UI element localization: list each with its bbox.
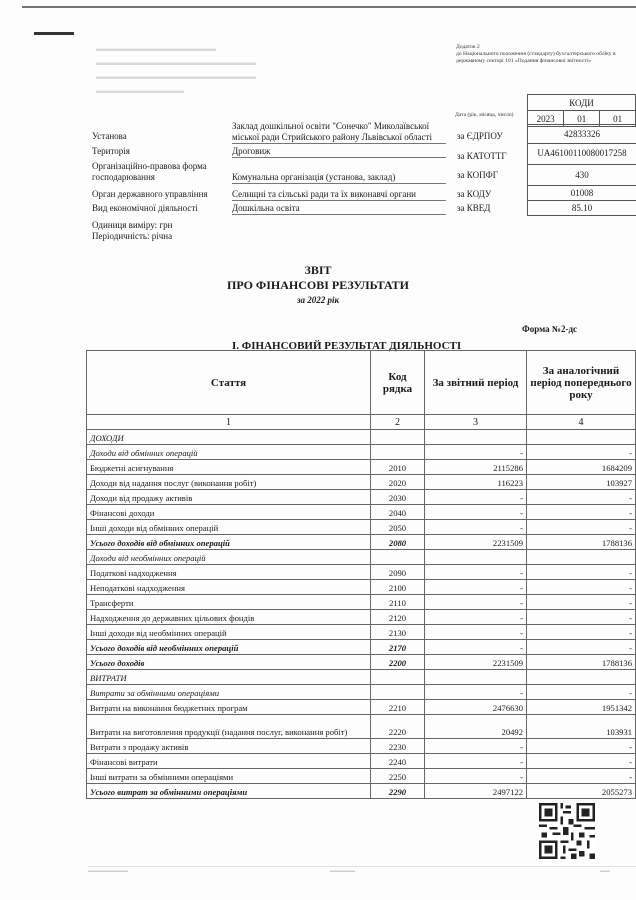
row-code: 2170 bbox=[371, 640, 425, 655]
row-code bbox=[371, 430, 425, 445]
row-previous: - bbox=[527, 685, 636, 700]
colnum-4: 4 bbox=[527, 415, 636, 430]
bleed-through-text: ▬▬▬▬▬▬▬▬▬▬▬▬▬▬▬▬▬▬▬▬ bbox=[96, 72, 256, 81]
row-code: 2130 bbox=[371, 625, 425, 640]
row-previous: 1788136 bbox=[527, 655, 636, 670]
row-label: Бюджетні асигнування bbox=[87, 460, 371, 475]
appendix-text: до Національного положення (стандарту) бухгалтерського обліку в державному секторі 101 «Подання фінансової звітності» bbox=[456, 51, 616, 64]
code-label-kved: за КВЕД bbox=[457, 203, 491, 213]
institution-value: Заклад дошкільної освіти "Сонечко" Миколаївської міської ради Стрийського району Львівської області bbox=[232, 121, 446, 144]
row-label: Фінансові витрати bbox=[87, 754, 371, 769]
row-current: - bbox=[425, 505, 527, 520]
row-previous: 103927 bbox=[527, 475, 636, 490]
row-current: 2231509 bbox=[425, 535, 527, 550]
section-title: I. ФІНАНСОВИЙ РЕЗУЛЬТАТ ДІЯЛЬНОСТІ bbox=[232, 340, 462, 352]
code-value-kved: 85.10 bbox=[527, 201, 636, 216]
row-code: 2020 bbox=[371, 475, 425, 490]
row-label: Витрати за обмінними операціями bbox=[87, 685, 371, 700]
row-code bbox=[371, 445, 425, 460]
table-row bbox=[87, 784, 636, 799]
row-previous: - bbox=[527, 610, 636, 625]
row-previous: - bbox=[527, 769, 636, 784]
row-current: - bbox=[425, 685, 527, 700]
footer-left-faint: ▬▬▬▬▬▬▬▬ bbox=[88, 869, 128, 874]
row-previous: 2055273 bbox=[527, 784, 636, 799]
table-row bbox=[87, 460, 636, 475]
table-row bbox=[87, 715, 636, 739]
table-row bbox=[87, 685, 636, 700]
table-row bbox=[87, 520, 636, 535]
row-current: - bbox=[425, 739, 527, 754]
row-code: 2010 bbox=[371, 460, 425, 475]
codes-header: КОДИ bbox=[528, 95, 636, 111]
row-label: Інші доходи від необмінних операцій bbox=[87, 625, 371, 640]
unit-label: Одиниця виміру: грн bbox=[92, 220, 173, 230]
bleed-through-text: ▬▬▬▬▬▬▬▬▬▬▬ bbox=[96, 86, 184, 95]
table-row bbox=[87, 595, 636, 610]
table-row bbox=[87, 670, 636, 685]
row-current: 2497122 bbox=[425, 784, 527, 799]
row-code: 2110 bbox=[371, 595, 425, 610]
row-code: 2040 bbox=[371, 505, 425, 520]
row-label: Усього доходів від обмінних операцій bbox=[87, 535, 371, 550]
footer-divider bbox=[88, 866, 636, 867]
qr-code-icon bbox=[539, 803, 595, 859]
code-value-katottg: UA46100110080017258 bbox=[527, 143, 636, 165]
header-code: Код рядка bbox=[371, 351, 425, 415]
row-label: Доходи від обмінних операцій bbox=[87, 445, 371, 460]
colnum-1: 1 bbox=[87, 415, 371, 430]
code-label-kopfg: за КОПФГ bbox=[457, 170, 498, 180]
row-label: Інші доходи від обмінних операцій bbox=[87, 520, 371, 535]
row-current bbox=[425, 550, 527, 565]
authority-label: Орган державного управління bbox=[92, 189, 208, 199]
row-previous: - bbox=[527, 520, 636, 535]
table-row bbox=[87, 490, 636, 505]
report-title-line1: ЗВІТ bbox=[304, 263, 332, 277]
row-code: 2240 bbox=[371, 754, 425, 769]
row-label: Трансферти bbox=[87, 595, 371, 610]
row-label: Неподаткові надходження bbox=[87, 580, 371, 595]
row-label: Витрати на виготовлення продукції (надання послуг, виконання робіт) bbox=[87, 715, 371, 739]
legal-form-value: Комунальна організація (установа, заклад) bbox=[232, 172, 446, 184]
institution-label: Установа bbox=[92, 131, 127, 141]
table-row bbox=[87, 430, 636, 445]
row-code: 2210 bbox=[371, 700, 425, 715]
row-current: - bbox=[425, 580, 527, 595]
table-row bbox=[87, 565, 636, 580]
codes-header-table bbox=[527, 94, 636, 127]
row-current bbox=[425, 430, 527, 445]
row-previous: - bbox=[527, 565, 636, 580]
colnum-2: 2 bbox=[371, 415, 425, 430]
row-label: ДОХОДИ bbox=[87, 430, 371, 445]
date-label: Дата (рік, місяць, число) bbox=[455, 112, 514, 118]
row-current: 116223 bbox=[425, 475, 527, 490]
row-previous: 1788136 bbox=[527, 535, 636, 550]
header-current: За звітний період bbox=[425, 351, 527, 415]
row-code bbox=[371, 685, 425, 700]
scan-mark bbox=[34, 32, 74, 35]
row-current: 2231509 bbox=[425, 655, 527, 670]
date-day: 01 bbox=[600, 111, 636, 127]
row-label: Доходи від продажу активів bbox=[87, 490, 371, 505]
appendix-note bbox=[456, 44, 636, 65]
row-previous: - bbox=[527, 595, 636, 610]
row-label: Доходи від надання послуг (виконання робіт) bbox=[87, 475, 371, 490]
authority-value: Селищні та сільські ради та їх виконавчі органи bbox=[232, 189, 446, 201]
row-label: Надходження до державних цільових фондів bbox=[87, 610, 371, 625]
row-current: - bbox=[425, 625, 527, 640]
scan-edge-line bbox=[22, 6, 636, 8]
row-label: Витрати з продажу активів bbox=[87, 739, 371, 754]
row-previous: 1684209 bbox=[527, 460, 636, 475]
table-row bbox=[87, 505, 636, 520]
row-current: - bbox=[425, 754, 527, 769]
financial-results-table bbox=[86, 350, 636, 799]
row-previous bbox=[527, 430, 636, 445]
row-code: 2090 bbox=[371, 565, 425, 580]
table-row bbox=[87, 700, 636, 715]
row-label: Інші витрати за обмінними операціями bbox=[87, 769, 371, 784]
territory-label: Територія bbox=[92, 146, 130, 156]
row-code: 2030 bbox=[371, 490, 425, 505]
table-row bbox=[87, 580, 636, 595]
row-code: 2050 bbox=[371, 520, 425, 535]
form-number: Форма №2-дс bbox=[522, 324, 578, 334]
bleed-through-text: ▬▬▬▬▬▬▬▬▬▬▬▬▬▬▬▬▬▬▬▬ bbox=[96, 58, 256, 67]
row-current: - bbox=[425, 565, 527, 580]
row-previous: - bbox=[527, 625, 636, 640]
legal-form-label: Організаційно-правова форма господарювання bbox=[92, 161, 207, 182]
row-current: - bbox=[425, 490, 527, 505]
table-row bbox=[87, 445, 636, 460]
row-previous: - bbox=[527, 490, 636, 505]
territory-value: Дроговиж bbox=[232, 146, 446, 158]
code-value-kodu: 01008 bbox=[527, 186, 636, 201]
table-row bbox=[87, 769, 636, 784]
row-previous: - bbox=[527, 580, 636, 595]
row-current: - bbox=[425, 769, 527, 784]
row-code: 2230 bbox=[371, 739, 425, 754]
appendix-title: Додаток 2 bbox=[456, 44, 480, 50]
table-row bbox=[87, 640, 636, 655]
row-code bbox=[371, 550, 425, 565]
row-current: - bbox=[425, 520, 527, 535]
row-current: 2476630 bbox=[425, 700, 527, 715]
row-previous: - bbox=[527, 640, 636, 655]
row-code: 2290 bbox=[371, 784, 425, 799]
activity-value: Дошкільна освіта bbox=[232, 203, 446, 215]
code-label-kodu: за КОДУ bbox=[457, 189, 492, 199]
date-month: 01 bbox=[564, 111, 600, 127]
row-current: 20492 bbox=[425, 715, 527, 739]
report-period: за 2022 рік bbox=[296, 295, 340, 305]
table-row bbox=[87, 535, 636, 550]
row-label: Податкові надходження bbox=[87, 565, 371, 580]
row-label: ВИТРАТИ bbox=[87, 670, 371, 685]
table-row bbox=[87, 610, 636, 625]
bleed-through-text: ▬▬▬▬▬▬▬▬▬▬▬▬▬▬▬ bbox=[96, 44, 216, 53]
row-label: Усього доходів від необмінних операцій bbox=[87, 640, 371, 655]
row-previous bbox=[527, 550, 636, 565]
colnum-3: 3 bbox=[425, 415, 527, 430]
table-row bbox=[87, 550, 636, 565]
table-row bbox=[87, 475, 636, 490]
row-previous: - bbox=[527, 739, 636, 754]
row-previous: - bbox=[527, 754, 636, 769]
row-label: Витрати на виконання бюджетних програм bbox=[87, 700, 371, 715]
row-current: - bbox=[425, 610, 527, 625]
row-current: - bbox=[425, 445, 527, 460]
header-article: Стаття bbox=[87, 351, 371, 415]
row-code: 2220 bbox=[371, 715, 425, 739]
date-year: 2023 bbox=[528, 111, 564, 127]
row-label: Усього витрат за обмінними операціями bbox=[87, 784, 371, 799]
code-label-katottg: за КАТОТТГ bbox=[457, 151, 507, 161]
activity-label: Вид економічної діяльності bbox=[92, 203, 198, 213]
row-previous bbox=[527, 670, 636, 685]
row-current bbox=[425, 670, 527, 685]
periodicity-label: Періодичність: річна bbox=[92, 231, 173, 241]
row-code: 2080 bbox=[371, 535, 425, 550]
row-previous: - bbox=[527, 505, 636, 520]
row-code: 2200 bbox=[371, 655, 425, 670]
code-value-edrpou: 42833326 bbox=[527, 124, 636, 144]
row-current: - bbox=[425, 640, 527, 655]
row-code: 2250 bbox=[371, 769, 425, 784]
table-row bbox=[87, 754, 636, 769]
footer-right-faint: ▬▬ bbox=[600, 869, 610, 874]
row-previous: 1951342 bbox=[527, 700, 636, 715]
row-label: Усього доходів bbox=[87, 655, 371, 670]
footer-center-faint: ▬▬▬▬▬ bbox=[330, 869, 355, 874]
row-previous: - bbox=[527, 445, 636, 460]
row-current: - bbox=[425, 595, 527, 610]
row-current: 2115286 bbox=[425, 460, 527, 475]
table-row bbox=[87, 625, 636, 640]
row-previous: 103931 bbox=[527, 715, 636, 739]
report-title-line2: ПРО ФІНАНСОВІ РЕЗУЛЬТАТИ bbox=[227, 278, 409, 292]
row-label: Доходи від необмінних операцій bbox=[87, 550, 371, 565]
code-value-kopfg: 430 bbox=[527, 165, 636, 186]
table-row bbox=[87, 655, 636, 670]
code-label-edrpou: за ЄДРПОУ bbox=[457, 131, 503, 141]
row-code: 2100 bbox=[371, 580, 425, 595]
header-previous: За аналогічний період попереднього року bbox=[527, 351, 636, 415]
row-code: 2120 bbox=[371, 610, 425, 625]
row-code bbox=[371, 670, 425, 685]
row-label: Фінансові доходи bbox=[87, 505, 371, 520]
table-row bbox=[87, 739, 636, 754]
